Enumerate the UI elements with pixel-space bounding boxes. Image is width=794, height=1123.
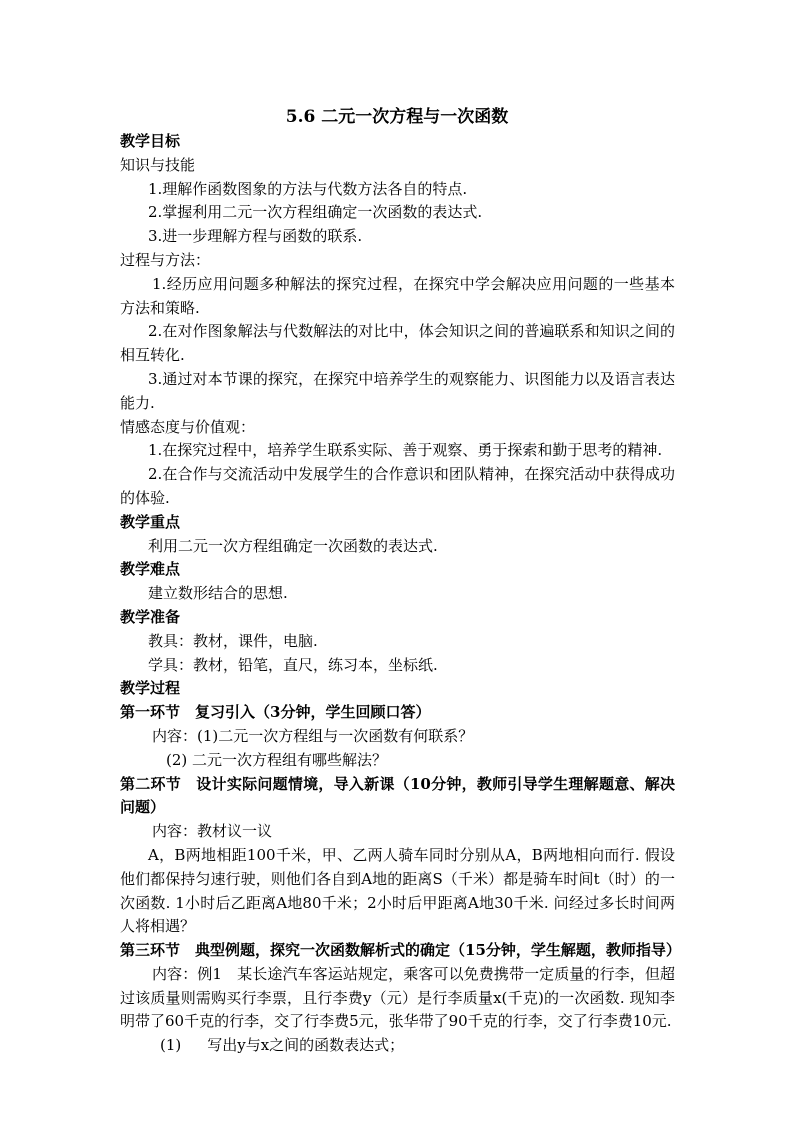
step3-title: 第三环节 典型例题，探究一次函数解析式的确定（15分钟，学生解题，教师指导）	[120, 941, 681, 960]
step1-question-2: (2) 二元一次方程组有哪些解法？	[166, 750, 388, 769]
difficulty-text: 建立数形结合的思想.	[148, 584, 288, 603]
process-item-1: 1.经历应用问题多种解法的探究过程，在探究中学会解决应用问题的一些基本方法和策略.	[120, 274, 675, 317]
step2-title: 第二环节 设计实际问题情境，导入新课（10分钟，教师引导学生理解题意、解决问题）	[120, 774, 675, 817]
knowledge-item-1: 1.理解作函数图象的方法与代数方法各自的特点.	[148, 179, 468, 198]
key-point-text: 利用二元一次方程组确定一次函数的表达式.	[148, 536, 438, 555]
subquestion-text: 写出y与x之间的函数表达式；	[207, 1036, 405, 1055]
subheading-knowledge: 知识与技能	[120, 155, 196, 174]
process-item-3: 3.通过对本节课的探究，在探究中培养学生的观察能力、识图能力以及语言表达能力.	[120, 369, 675, 412]
section-heading-preparation: 教学准备	[120, 607, 181, 626]
section-heading-objectives: 教学目标	[120, 132, 181, 150]
subheading-process: 过程与方法：	[120, 250, 211, 269]
step2-content: 内容：教材议一议	[152, 822, 273, 841]
emotion-item-2: 2.在合作与交流活动中发展学生的合作意识和团队精神，在探究活动中获得成功的体验.	[120, 465, 675, 507]
document-body	[120, 130, 681, 1058]
section-heading-key-point: 教学重点	[120, 512, 181, 531]
section-heading-process: 教学过程	[120, 679, 181, 698]
section-heading-difficulty: 教学难点	[120, 560, 181, 579]
page-title: 5.6 二元一次方程与一次函数	[285, 107, 509, 127]
step1-content: 内容：(1)二元一次方程组与一次函数有何联系？	[152, 726, 474, 745]
preparation-teacher: 教具：教材，课件，电脑.	[148, 631, 318, 650]
knowledge-item-2: 2.掌握利用二元一次方程组确定一次函数的表达式.	[148, 203, 483, 222]
step2-problem: A，B两地相距100千米，甲、乙两人骑车同时分别从A，B两地相向而行. 假设他们都保持匀速行驶，则他们各自到A地的距离S（千米）都是骑车时间t（时）的一次函数. 1小时后乙距离A地80千米；2小时后甲距离A地30千米. 问经过多长时间两人将相遇？	[120, 845, 675, 936]
step1-title: 第一环节 复习引入（3分钟，学生回顾口答）	[120, 703, 431, 722]
emotion-item-1: 1.在探究过程中，培养学生联系实际、善于观察、勇于探索和勤于思考的精神.	[148, 441, 663, 460]
step3-content: 内容：例1 某长途汽车客运站规定，乘客可以免费携带一定质量的行李，但超过该质量则需购买行李票，且行李费y（元）是行李质量x(千克)的一次函数. 现知李明带了60千克的行李，交了行李费5元，张华带了90千克的行李，交了行李费10元.	[120, 964, 675, 1031]
preparation-student: 学具：教材，铅笔，直尺，练习本，坐标纸.	[148, 655, 438, 674]
process-item-2: 2.在对作图象解法与代数解法的对比中，体会知识之间的普遍联系和知识之间的相互转化.	[120, 322, 675, 365]
subquestion-number: (1)	[160, 1036, 182, 1055]
subheading-emotion: 情感态度与价值观：	[120, 417, 256, 436]
knowledge-item-3: 3.进一步理解方程与函数的联系.	[148, 227, 363, 246]
step3-subquestion	[120, 1034, 675, 1058]
